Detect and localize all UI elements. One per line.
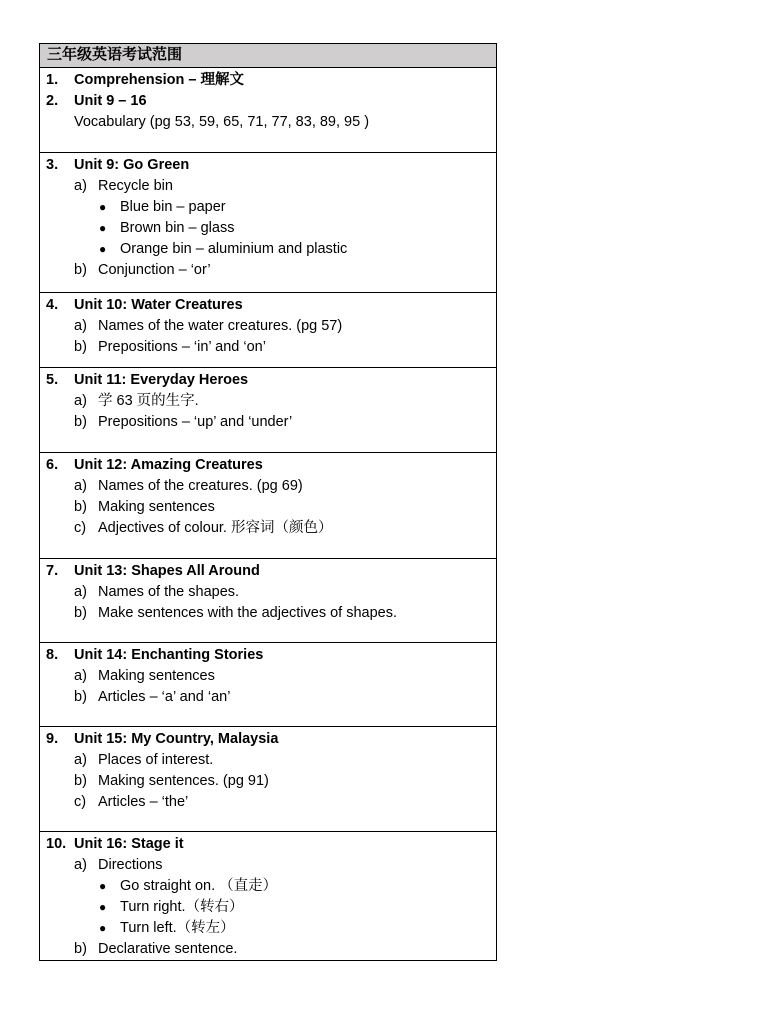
section-title: Unit 10: Water Creatures [74, 297, 243, 313]
item-text: Names of the creatures. (pg 69) [98, 478, 303, 494]
bullet-text: Go straight on. （直走） [120, 878, 278, 894]
bullet-text: Brown bin – glass [120, 220, 235, 236]
item-marker: b) [74, 689, 87, 705]
bullet-item [40, 918, 496, 939]
bullet-item [40, 876, 496, 897]
item-text: Making sentences. (pg 91) [98, 773, 269, 789]
item-text: Places of interest. [98, 752, 214, 768]
item-marker: a) [74, 584, 87, 600]
bullet-item [40, 218, 496, 239]
section-number: 8. [46, 647, 59, 663]
list-item [40, 582, 496, 603]
item-text: Directions [98, 857, 163, 873]
item-marker: a) [74, 857, 87, 873]
table-row-unit-11 [40, 368, 496, 453]
section-title: Unit 16: Stage it [74, 836, 184, 852]
section-title: Unit 13: Shapes All Around [74, 563, 260, 579]
section-title: Comprehension – 理解文 [74, 72, 244, 88]
item-text: Making sentences [98, 499, 215, 515]
table-row-1 [40, 68, 496, 153]
list-item [40, 260, 496, 281]
item-text: Prepositions – ‘in’ and ‘on’ [98, 339, 266, 355]
table-row-unit-12 [40, 453, 496, 559]
item-marker: a) [74, 393, 87, 409]
list-item [40, 855, 496, 876]
item-marker: b) [74, 414, 87, 430]
table-row-unit-13 [40, 559, 496, 643]
bullet-item [40, 239, 496, 260]
list-item [40, 687, 496, 708]
bullet-text: Turn right.（转右） [120, 899, 244, 915]
section-number: 1. [46, 72, 59, 88]
section-title-line [40, 561, 496, 582]
item-text: 学 63 页的生字. [98, 393, 199, 409]
item-text: Conjunction – ‘or’ [98, 262, 211, 278]
bullet-icon: ● [99, 921, 107, 935]
section-number: 7. [46, 563, 59, 579]
list-item [40, 603, 496, 624]
list-item [40, 412, 496, 433]
item-text: Adjectives of colour. 形容词（颜色） [98, 520, 333, 536]
item-marker: b) [74, 605, 87, 621]
item-text: Articles – ‘the’ [98, 794, 189, 810]
section-number: 2. [46, 93, 59, 109]
item-marker: b) [74, 499, 87, 515]
section-1 [40, 70, 496, 91]
section-title-line [40, 834, 496, 855]
section-number: 6. [46, 457, 59, 473]
list-item [40, 497, 496, 518]
item-marker: a) [74, 668, 87, 684]
table-header: 三年级英语考试范围 [40, 44, 496, 68]
section-title-line [40, 370, 496, 391]
list-item [40, 771, 496, 792]
section-number: 9. [46, 731, 59, 747]
table-row-unit-16 [40, 832, 496, 960]
section-title: Unit 9 – 16 [74, 93, 147, 109]
item-text: Articles – ‘a’ and ‘an’ [98, 689, 231, 705]
item-marker: b) [74, 773, 87, 789]
section-number: 3. [46, 157, 59, 173]
section-title-line [40, 155, 496, 176]
table-row-unit-9 [40, 153, 496, 293]
item-marker: b) [74, 941, 87, 957]
list-item [40, 476, 496, 497]
section-title: Unit 9: Go Green [74, 157, 190, 173]
section-number: 5. [46, 372, 59, 388]
bullet-icon: ● [99, 221, 107, 235]
item-marker: b) [74, 339, 87, 355]
item-marker: a) [74, 752, 87, 768]
item-marker: a) [74, 478, 87, 494]
item-marker: c) [74, 794, 87, 810]
section-number: 4. [46, 297, 59, 313]
item-marker: c) [74, 520, 87, 536]
table-row-unit-14 [40, 643, 496, 727]
section-title-line [40, 645, 496, 666]
section-title: Unit 15: My Country, Malaysia [74, 731, 279, 747]
section-title: Unit 14: Enchanting Stories [74, 647, 264, 663]
section-title-line [40, 455, 496, 476]
item-text: Prepositions – ‘up’ and ‘under’ [98, 414, 293, 430]
bullet-icon: ● [99, 879, 107, 893]
syllabus-table [39, 43, 497, 961]
list-item [40, 750, 496, 771]
item-text: Names of the shapes. [98, 584, 240, 600]
item-text: Recycle bin [98, 178, 173, 194]
section-number: 10. [46, 836, 67, 852]
list-item [40, 939, 496, 960]
list-item [40, 391, 496, 412]
bullet-icon: ● [99, 200, 107, 214]
item-marker: a) [74, 318, 87, 334]
bullet-text: Turn left.（转左） [120, 920, 235, 936]
item-marker: b) [74, 262, 87, 278]
bullet-text: Orange bin – aluminium and plastic [120, 241, 348, 257]
list-item [40, 176, 496, 197]
section-title: Unit 12: Amazing Creatures [74, 457, 263, 473]
bullet-text: Blue bin – paper [120, 199, 226, 215]
table-row-unit-10 [40, 293, 496, 368]
vocabulary-line [40, 112, 496, 133]
list-item [40, 518, 496, 539]
bullet-icon: ● [99, 900, 107, 914]
table-row-unit-15 [40, 727, 496, 832]
list-item [40, 666, 496, 687]
vocabulary-text: Vocabulary (pg 53, 59, 65, 71, 77, 83, 89, 95 ) [74, 114, 370, 130]
bullet-item [40, 197, 496, 218]
item-text: Declarative sentence. [98, 941, 238, 957]
list-item [40, 337, 496, 358]
list-item [40, 316, 496, 337]
section-title: Unit 11: Everyday Heroes [74, 372, 249, 388]
item-text: Make sentences with the adjectives of shapes. [98, 605, 398, 621]
bullet-icon: ● [99, 242, 107, 256]
section-title-line [40, 729, 496, 750]
bullet-item [40, 897, 496, 918]
item-text: Making sentences [98, 668, 215, 684]
list-item [40, 792, 496, 813]
section-2 [40, 91, 496, 112]
section-title-line [40, 295, 496, 316]
item-marker: a) [74, 178, 87, 194]
item-text: Names of the water creatures. (pg 57) [98, 318, 343, 334]
